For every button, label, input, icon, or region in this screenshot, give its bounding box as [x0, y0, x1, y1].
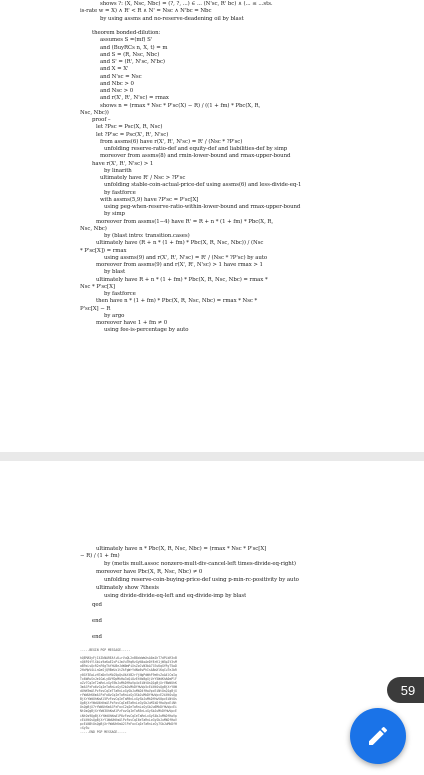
proof-line: unfolding reserve-ratio-def and equity-def and liabilities-def by simp — [104, 146, 288, 152]
pgp-line: 3mAlPzFo6vCqIeTaRnLxGyS2bJuMkDfHwVp5cEiNtOsQgBjXrY0W — [80, 684, 177, 689]
proof-line: * P'sc[X]) = rmax — [80, 247, 127, 254]
proof-line: by (blast intro: transition.cases) — [104, 233, 190, 239]
proof-line: with assms(5,9) have ?P'sc = P'sc[X] — [100, 196, 199, 203]
proof-line: ultimately have n * Pbc(X, R, Nsc, Nbc) = (rmax * Nsc * P'sc[X] — [96, 546, 267, 552]
pgp-signature-block — [80, 648, 210, 734]
proof-line: shows ?: (X, Nsc, Nbc) = (?, ?, ...) ∈ ... (N'sc, R' bc) ∧ (... ≤ ...sts. — [100, 1, 273, 7]
proof-line: end — [92, 618, 102, 624]
pgp-line: hQEMA5yFjI4ZkNAREAf+K+rVuQL2nB8dcWmXsA0a1hT7dPLkR3vB — [80, 656, 177, 661]
proof-line: by argo — [104, 312, 125, 319]
pencil-icon — [366, 724, 390, 748]
proof-line: using fee-is-percentage by auto — [104, 327, 189, 334]
pgp-line: y0Gf3EwLzH7aDnVcMiO5pQsUkXtB2rYjNgPdWhF9eKvZoA4lCmIq — [80, 672, 177, 677]
pgp-line: iNtOs9QgBjXrYWdUhKmAlP0zFovCqIeTaRnLxGyS4bJuMkDfHwVp — [80, 713, 177, 718]
proof-line: by linarith — [104, 167, 132, 174]
pgp-line: cEiNtOsQgBjXrY1WdUhKmAlPzFovCqI6eTaRnLxGySbJuMkDfHwV — [80, 717, 177, 722]
proof-line: is-rate w = X) ∧ R' < R ∧ N' = Nsc ∧ N'bc = Nbc — [80, 8, 212, 15]
proof-line: Nsc * P'sc[X] — [80, 283, 115, 290]
proof-line: by (metis mult.assoc nonzero-mult-div-cancel-left times-divide-eq-right) — [104, 561, 296, 567]
pgp-line: Tx6bRuSnJe1GaLy8VfDpMkHw3cQiOzEtNsBgXjUrY5WdKhA0mPlF — [80, 676, 177, 681]
proof-line: moreover have Pbc(X, R, Nsc, Nbc) ≠ 0 — [96, 569, 203, 575]
proof-line: ultimately show ?thesis — [96, 585, 159, 591]
proof-line: moreover from assms(8) and rmin-lower-bound and rmax-upper-bound — [100, 153, 291, 160]
proof-line: and X = X' — [100, 66, 129, 73]
pgp-line: -----BEGIN PGP MESSAGE----- — [80, 648, 131, 652]
proof-line: and Nbc > 0 — [100, 80, 134, 87]
proof-line: shows n = (rmax * Nsc * P'sc(X) − R) / ((1 + fm) * Pbc(X, R, — [100, 102, 261, 109]
proof-line: Nsc, Nbc) — [80, 225, 107, 232]
pgp-line: BjXrYWdUhKmAl5PzFovCqIeTaR9nLxGySbJuMkDfHwV0pcEiNtOs — [80, 697, 177, 702]
pgp-line: -----END PGP MESSAGE----- — [80, 729, 127, 734]
pgp-line: pcEiN8tOsQgBjXrYWdUhKmA2lPzFovCqIeTaRnLxGy7SbJuMkDfH — [80, 721, 177, 726]
pgp-line: OsQgBjX7rYWdUhKmAlPzFovC2qIeTaRnLxGySbJu6MkDfHwVpcEi — [80, 705, 177, 710]
proof-line: by fastforce — [104, 291, 136, 297]
edit-button[interactable] — [350, 708, 406, 764]
pgp-line: QgBjXrYWdU4hKmAlPzFovCqIe8TaRnLxGySbJuM1kDfHwVpcEiNt — [80, 701, 177, 706]
proof-line: ultimately have R + n * (1 + fm) * Pbc(X, R, Nsc, Nbc) = rmax * — [96, 276, 268, 283]
proof-line: ultimately have (R + n * (1 + fm) * Pbc(X, R, Nsc, Nbc)) / (Nsc — [96, 240, 264, 247]
proof-line: have r(X', R', N'sc) > 1 — [92, 160, 154, 167]
proof-line: and Nsc > 0 — [100, 88, 134, 94]
proof-line: using divide-divide-eq-left and eq-divide-imp by blast — [104, 593, 247, 599]
proof-line: from assms(6) have r(X', R', N'sc) = R' / (Nsc * ?P'sc) — [100, 138, 243, 145]
proof-line: then have n * (1 + fm) * Pbc(X, R, Nsc, Nbc) = rmax * Nsc * — [96, 298, 258, 305]
proof-line: using assms(9) and r(X', R', N'sc) = R' / (Nsc * ?P'sc) by auto — [104, 254, 268, 261]
proof-line: by simp — [104, 211, 125, 218]
proof-line: let ?Psc = Psc(X, R, Nsc) — [96, 124, 163, 131]
proof-line: by using assms and no-reserve-deadening oil by blast — [100, 15, 244, 22]
proof-line: and (BuyRCs n, X, t) = m — [100, 44, 168, 51]
pgp-line: 2HcMpV4iLnOaSjQ9BeUx1tZkFgWrYdNo6vPhIsA8mXlKqCuTeJbR — [80, 668, 177, 673]
proof-line: unfolding stable-coin-actual-price-def using assms(6) and less-divide-eq-1 — [104, 182, 302, 189]
proof-line: theorem bonded-dilution: — [92, 30, 161, 36]
proof-line: moreover from assms(9) and r(X', R', N'sc) > 1 have rmax > 1 — [96, 262, 263, 268]
proof-line: moreover from assms(1−4) have R' = R + n * (1 + fm) * Pbc(X, R, — [96, 218, 274, 225]
pgp-line: aB9xLvQcR2nF6gTkYhU8eJdW0mPiXsZoCvN3bA7lEuKqGfRyT5wD — [80, 664, 177, 669]
proof-line: and r(X', R', N'sc) = rmax — [100, 95, 169, 102]
proof-line: Nsc, Nbc)) — [80, 109, 109, 116]
proof-line: and N'sc = Nsc — [100, 73, 142, 80]
proof-line: by fastforce — [104, 189, 136, 196]
page-number: 59 — [400, 682, 416, 698]
proof-line: let ?P'sc = Psc(X', R', N'sc) — [96, 131, 169, 138]
pgp-line: =Xy3u — [80, 725, 90, 730]
page-number-badge — [387, 677, 424, 703]
proof-line: moreover have 1 + fm ≠ 0 — [96, 320, 168, 326]
pgp-line: NtOsQgBjXrYWd3UhKmAlPzFovCqIeTaR5nLxGySbJuMkDfHwVpcE — [80, 709, 177, 714]
proof-line: − R) / (1 + fm) — [80, 553, 120, 559]
proof-line: P'sc[X] − R — [80, 305, 111, 312]
proof-line: ultimately have R' / Nsc > ?P'sc — [100, 175, 186, 181]
proof-line: using peg-when-reserve-ratio-within-lower-bound and rmax-upper-bound — [104, 204, 301, 210]
proof-line: end — [92, 634, 102, 640]
pgp-line: oZv7CqIeT2aRnLxGyS9bJuMkDfHwVp4cEiNtOsQ1gBjXrY8WdUhK — [80, 680, 177, 685]
pgp-line: dUhK9mAlPzFovCqIeT7aRnLxGySbJuMkD4fHwVpcEiNtOsQ1gBjX — [80, 688, 177, 693]
proof-line: unfolding reserve-coin-buying-price-def using p-min-rc-positivity by auto — [104, 577, 299, 583]
proof-line: proof – — [92, 117, 111, 123]
pgp-line: nQ6F0tYlXbLs9aKwE2cPiJmVuTHqRzGyN4oAeDf8rK1jW5pZt3sM — [80, 660, 177, 665]
proof-line: qed — [92, 602, 102, 608]
proof-line: and S = (R, Nsc, Nbc) — [100, 51, 160, 58]
proof-line: by blast — [104, 269, 126, 276]
proof-line: assumes S =(mf) S' — [100, 37, 153, 44]
pgp-line: rYWdUhK6mAlPzFo8vCqIeTaRnLxGy3SbJuMkDfHwVpcE2iNtOsQg — [80, 693, 177, 698]
proof-line: and S' = (R', N'sc, N'bc) — [100, 59, 165, 65]
